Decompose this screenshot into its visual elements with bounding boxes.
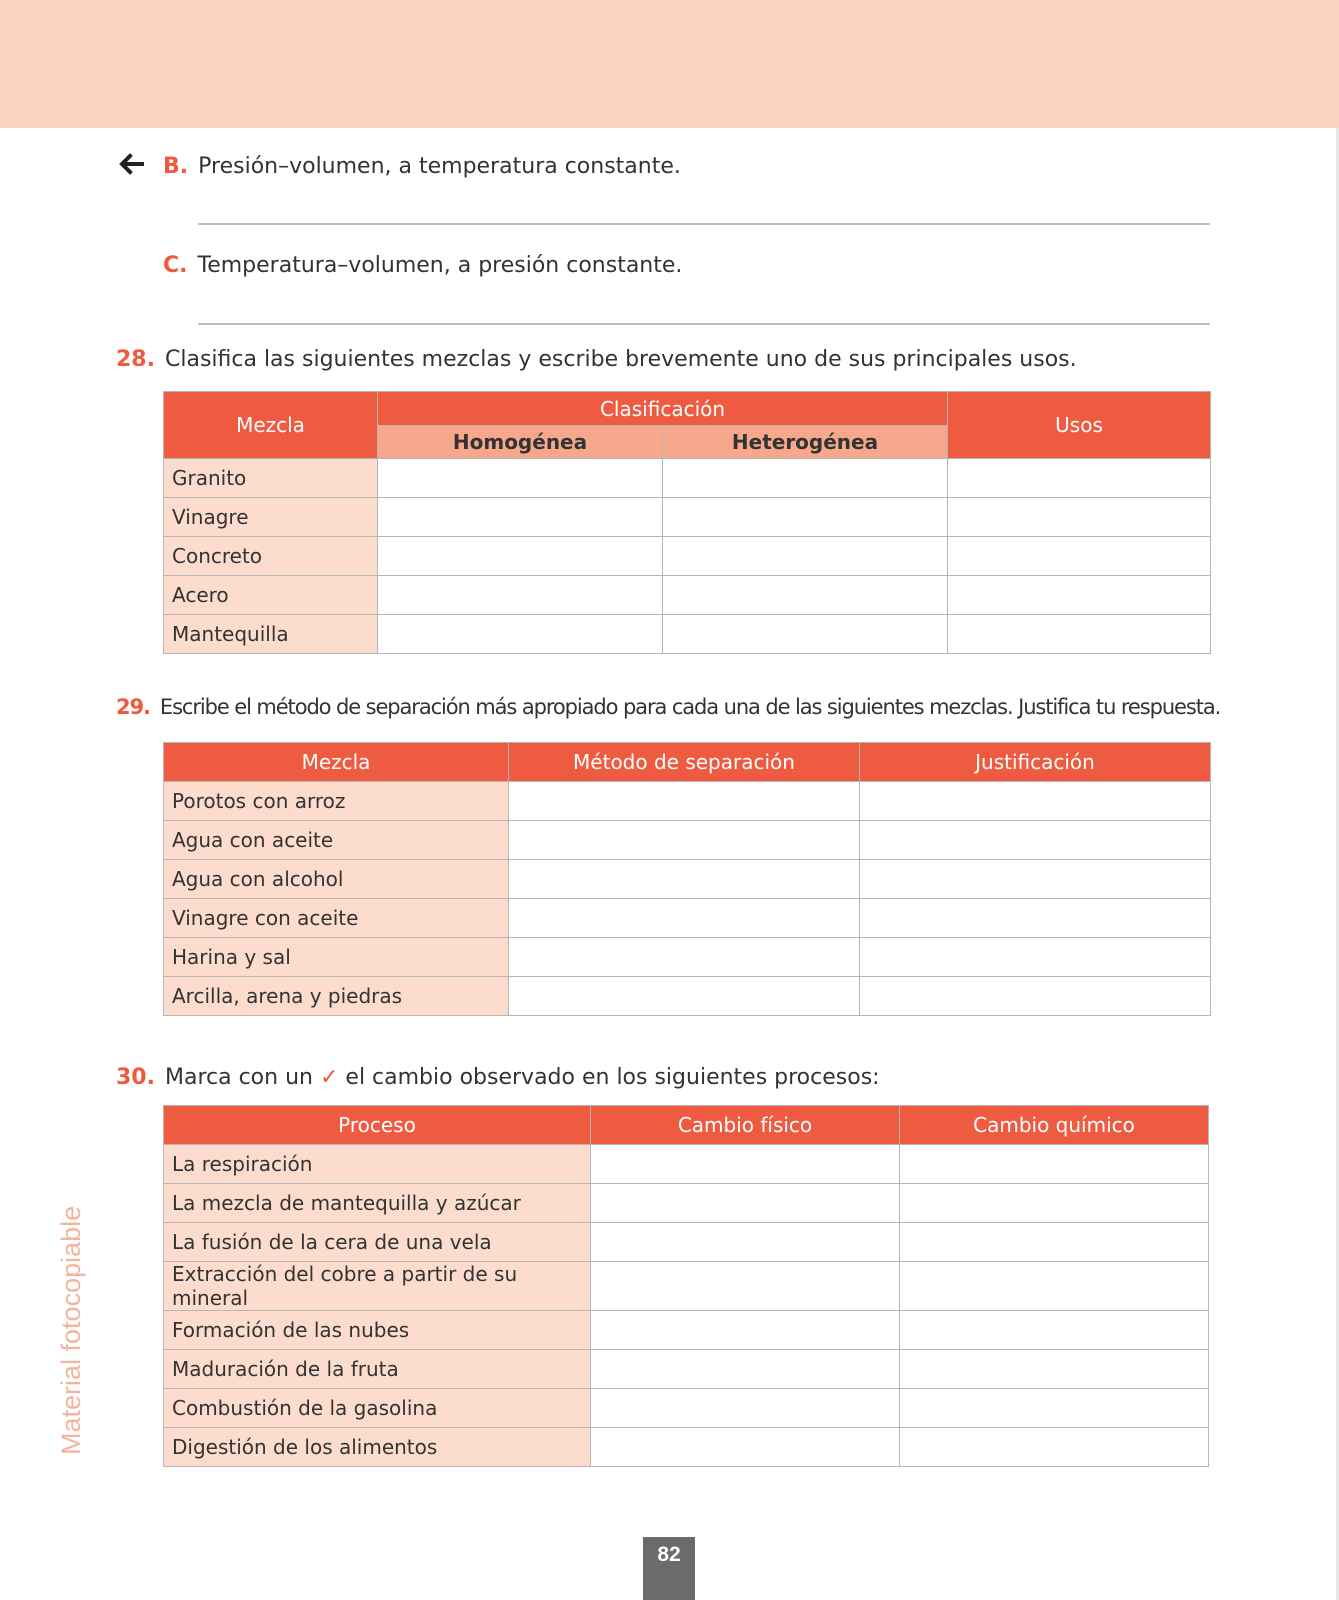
- homogenea-cell[interactable]: [378, 537, 663, 576]
- row-label: Granito: [164, 459, 378, 498]
- item-b-letter: B.: [163, 154, 189, 179]
- homogenea-cell[interactable]: [378, 459, 663, 498]
- table-row: [164, 498, 1211, 537]
- homogenea-cell[interactable]: [378, 498, 663, 537]
- question-29: [116, 695, 1220, 719]
- heterogenea-cell[interactable]: [663, 576, 948, 615]
- quimico-cell[interactable]: [900, 1350, 1209, 1389]
- row-label: Formación de las nubes: [164, 1311, 591, 1350]
- table-change-types: [163, 1105, 1209, 1467]
- header-proceso: Proceso: [164, 1106, 591, 1145]
- side-label: Material fotocopiable: [56, 1205, 86, 1455]
- homogenea-cell[interactable]: [378, 576, 663, 615]
- question-28-text: Clasifica las siguientes mezclas y escribe brevemente uno de sus principales usos.: [164, 347, 1077, 372]
- table-row: [164, 1389, 1209, 1428]
- header-cambio-fisico: Cambio físico: [591, 1106, 900, 1145]
- question-28: [116, 347, 1077, 372]
- row-label: Acero: [164, 576, 378, 615]
- question-29-text: Escribe el método de separación más apropiado para cada una de las siguientes mezclas. Justifica tu respuesta.: [159, 695, 1221, 719]
- row-label: Agua con alcohol: [164, 860, 509, 899]
- fisico-cell[interactable]: [591, 1184, 900, 1223]
- header-cambio-quimico: Cambio químico: [900, 1106, 1209, 1145]
- table-row: [164, 615, 1211, 654]
- row-label: Mantequilla: [164, 615, 378, 654]
- table-row: [164, 1184, 1209, 1223]
- quimico-cell[interactable]: [900, 1262, 1209, 1311]
- header-clasificacion: Clasificación: [378, 392, 948, 426]
- table-row: [164, 1311, 1209, 1350]
- table-row: [164, 1350, 1209, 1389]
- metodo-cell[interactable]: [509, 860, 860, 899]
- fisico-cell[interactable]: [591, 1389, 900, 1428]
- answer-line-c: [198, 323, 1210, 325]
- page-number-box: [643, 1537, 695, 1600]
- row-label: Digestión de los alimentos: [164, 1428, 591, 1467]
- justificacion-cell[interactable]: [860, 821, 1211, 860]
- fisico-cell[interactable]: [591, 1262, 900, 1311]
- row-label: La respiración: [164, 1145, 591, 1184]
- item-c-letter: C.: [163, 253, 188, 278]
- question-29-number: 29.: [116, 695, 150, 719]
- page-number: 82: [657, 1543, 681, 1566]
- heterogenea-cell[interactable]: [663, 615, 948, 654]
- row-label: Maduración de la fruta: [164, 1350, 591, 1389]
- fisico-cell[interactable]: [591, 1428, 900, 1467]
- quimico-cell[interactable]: [900, 1389, 1209, 1428]
- usos-cell[interactable]: [948, 615, 1211, 654]
- justificacion-cell[interactable]: [860, 938, 1211, 977]
- table-row: [164, 537, 1211, 576]
- quimico-cell[interactable]: [900, 1311, 1209, 1350]
- heterogenea-cell[interactable]: [663, 459, 948, 498]
- metodo-cell[interactable]: [509, 782, 860, 821]
- header-usos: Usos: [948, 392, 1211, 459]
- question-30: [116, 1065, 880, 1090]
- question-28-number: 28.: [116, 347, 155, 372]
- fisico-cell[interactable]: [591, 1350, 900, 1389]
- metodo-cell[interactable]: [509, 821, 860, 860]
- page-header-band: [0, 0, 1339, 128]
- table-row: [164, 1428, 1209, 1467]
- usos-cell[interactable]: [948, 459, 1211, 498]
- row-label: La mezcla de mantequilla y azúcar: [164, 1184, 591, 1223]
- row-label: Combustión de la gasolina: [164, 1389, 591, 1428]
- table-row: [164, 1223, 1209, 1262]
- justificacion-cell[interactable]: [860, 899, 1211, 938]
- header-heterogenea: Heterogénea: [663, 426, 948, 459]
- table-row: [164, 821, 1211, 860]
- quimico-cell[interactable]: [900, 1184, 1209, 1223]
- metodo-cell[interactable]: [509, 977, 860, 1016]
- question-30-text-after: el cambio observado en los siguientes procesos:: [345, 1065, 880, 1090]
- usos-cell[interactable]: [948, 498, 1211, 537]
- usos-cell[interactable]: [948, 537, 1211, 576]
- question-30-text-before: Marca con un: [164, 1065, 313, 1090]
- table-mixtures-classification: [163, 391, 1211, 654]
- fisico-cell[interactable]: [591, 1311, 900, 1350]
- table-row: [164, 1262, 1209, 1311]
- table-row: [164, 860, 1211, 899]
- table-row: [164, 576, 1211, 615]
- item-c-text: Temperatura–volumen, a presión constante.: [197, 253, 683, 278]
- header-homogenea: Homogénea: [378, 426, 663, 459]
- back-arrow-icon: [118, 152, 144, 176]
- fisico-cell[interactable]: [591, 1223, 900, 1262]
- homogenea-cell[interactable]: [378, 615, 663, 654]
- row-label: Concreto: [164, 537, 378, 576]
- row-label: Porotos con arroz: [164, 782, 509, 821]
- checkmark-icon: ✓: [319, 1065, 339, 1090]
- answer-line-b: [198, 223, 1210, 225]
- metodo-cell[interactable]: [509, 899, 860, 938]
- item-c: [163, 253, 682, 278]
- quimico-cell[interactable]: [900, 1145, 1209, 1184]
- header-metodo: Método de separación: [509, 743, 860, 782]
- justificacion-cell[interactable]: [860, 860, 1211, 899]
- item-b-text: Presión–volumen, a temperatura constante.: [198, 154, 681, 179]
- header-mezcla: Mezcla: [164, 392, 378, 459]
- justificacion-cell[interactable]: [860, 782, 1211, 821]
- item-b: [163, 154, 681, 179]
- table-row: [164, 938, 1211, 977]
- row-label: Extracción del cobre a partir de su mineral: [164, 1262, 591, 1311]
- row-label: Arcilla, arena y piedras: [164, 977, 509, 1016]
- table-row: [164, 899, 1211, 938]
- usos-cell[interactable]: [948, 576, 1211, 615]
- question-30-number: 30.: [116, 1065, 155, 1090]
- row-label: Harina y sal: [164, 938, 509, 977]
- quimico-cell[interactable]: [900, 1223, 1209, 1262]
- table-row: [164, 977, 1211, 1016]
- fisico-cell[interactable]: [591, 1145, 900, 1184]
- row-label: Agua con aceite: [164, 821, 509, 860]
- header-mezcla: Mezcla: [164, 743, 509, 782]
- table-row: [164, 1145, 1209, 1184]
- heterogenea-cell[interactable]: [663, 498, 948, 537]
- justificacion-cell[interactable]: [860, 977, 1211, 1016]
- row-label: La fusión de la cera de una vela: [164, 1223, 591, 1262]
- metodo-cell[interactable]: [509, 938, 860, 977]
- heterogenea-cell[interactable]: [663, 537, 948, 576]
- row-label: Vinagre: [164, 498, 378, 537]
- table-row: [164, 782, 1211, 821]
- quimico-cell[interactable]: [900, 1428, 1209, 1467]
- row-label: Vinagre con aceite: [164, 899, 509, 938]
- table-row: [164, 459, 1211, 498]
- table-separation-methods: [163, 742, 1211, 1016]
- header-justificacion: Justificación: [860, 743, 1211, 782]
